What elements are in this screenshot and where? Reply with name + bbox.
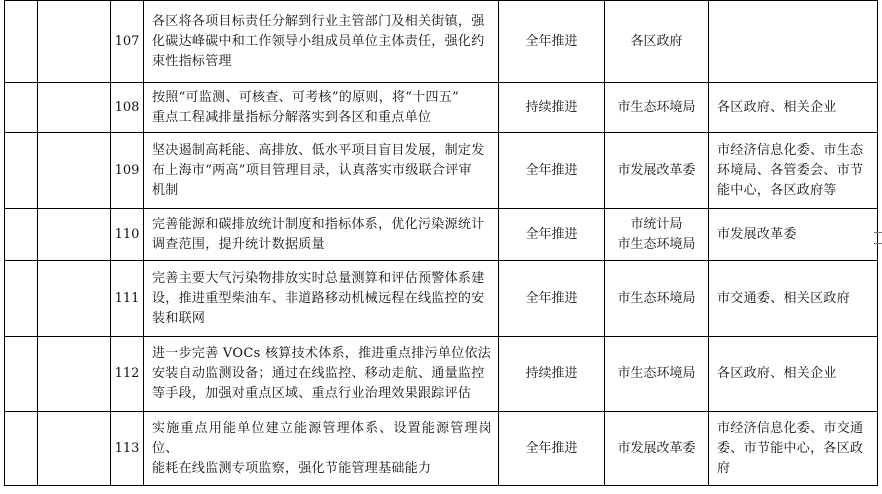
task-text-line: 坚决遏制高耗能、高排放、低水平项目盲目发展，制定发 [152, 142, 485, 158]
task-text [144, 1, 499, 83]
lead-department-line: 市生态环境局 [617, 366, 696, 381]
empty-cell [5, 261, 38, 337]
task-text [144, 412, 499, 486]
partner-departments-line: 府 [717, 460, 731, 476]
margin-mark [874, 232, 882, 233]
task-text [144, 209, 499, 261]
partner-departments-line: 市发展改革委 [717, 226, 797, 242]
lead-department-line: 各区政府 [630, 33, 683, 49]
table-row [5, 337, 878, 412]
empty-cell [5, 412, 38, 486]
partner-departments [709, 83, 878, 133]
lead-department [605, 1, 709, 83]
task-text-line: 设，推进重型柴油车、非道路移动机械远程在线监控的安 [152, 290, 485, 306]
table-row [5, 412, 878, 486]
row-number: 108 [111, 83, 144, 133]
task-text [144, 133, 499, 209]
task-table [4, 0, 878, 486]
empty-cell [38, 412, 111, 486]
task-text [144, 337, 499, 412]
task-text-line: 等手段，加强对重点区域、重点行业治理效果跟踪评估 [152, 386, 472, 401]
task-text-line: 机制 [152, 182, 179, 198]
task-text-line: 进一步完善 VOCs 核算技术体系，推进重点排污单位依法 [152, 346, 492, 361]
partner-departments [709, 209, 878, 261]
partner-departments-line: 环境局、各管委会、市节 [717, 162, 864, 178]
lead-department [605, 133, 709, 209]
lead-department [605, 209, 709, 261]
lead-department-line: 市发展改革委 [617, 440, 696, 456]
partner-departments [709, 337, 878, 412]
task-text-line: 安装自动监测设备；通过在线监控、移动走航、通量监控 [152, 366, 485, 381]
task-text-line: 完善能源和碳排放统计制度和指标体系，优化污染源统计 [152, 216, 485, 232]
empty-cell [38, 209, 111, 261]
lead-department [605, 412, 709, 486]
empty-cell [38, 261, 111, 337]
row-number: 112 [111, 337, 144, 412]
time-frame: 全年推进 [499, 133, 605, 209]
partner-departments-line: 委、市节能中心，各区政 [717, 440, 864, 456]
empty-cell [5, 83, 38, 133]
lead-department-line: 市生态环境局 [617, 99, 696, 115]
partner-departments [709, 412, 878, 486]
empty-cell [5, 133, 38, 209]
table-row [5, 1, 878, 83]
empty-cell [38, 133, 111, 209]
partner-departments-line: 各区政府、相关企业 [717, 99, 837, 115]
time-frame: 持续推进 [499, 337, 605, 412]
lead-department-line: 市发展改革委 [617, 162, 696, 178]
task-table-body [5, 1, 878, 486]
task-text-line: 装和联网 [152, 310, 206, 326]
table-row [5, 209, 878, 261]
task-text [144, 83, 499, 133]
row-number: 113 [111, 412, 144, 486]
lead-department [605, 337, 709, 412]
task-text-line: 化碳达峰碳中和工作领导小组成员单位主体责任，强化约 [152, 33, 485, 49]
row-number: 109 [111, 133, 144, 209]
lead-department [605, 261, 709, 337]
empty-cell [5, 1, 38, 83]
table-row [5, 133, 878, 209]
partner-departments [709, 261, 878, 337]
margin-mark [874, 243, 882, 244]
task-text-line: 调查范围，提升统计数据质量 [152, 236, 325, 252]
time-frame: 全年推进 [499, 209, 605, 261]
partner-departments [709, 1, 878, 83]
task-text-line: 实施重点用能单位建立能源管理体系、设置能源管理岗位、 [152, 420, 492, 456]
empty-cell [38, 337, 111, 412]
row-number: 107 [111, 1, 144, 83]
partner-departments-line: 市交通委、相关区政府 [717, 290, 851, 306]
table-row [5, 83, 878, 133]
time-frame: 全年推进 [499, 261, 605, 337]
partner-departments-line: 市经济信息化委、市交通 [717, 420, 864, 436]
empty-cell [5, 209, 38, 261]
empty-cell [38, 1, 111, 83]
task-text-line: 束性指标管理 [152, 53, 232, 69]
partner-departments [709, 133, 878, 209]
lead-department [605, 83, 709, 133]
task-text [144, 261, 499, 337]
task-text-line: 布上海市“两高”项目管理目录，认真落实市级联合评审 [152, 162, 472, 178]
table-row [5, 261, 878, 337]
lead-department-line: 市生态环境局 [617, 290, 696, 306]
lead-department-line: 市生态环境局 [617, 236, 696, 252]
lead-department-line: 市统计局 [630, 216, 683, 232]
row-number: 110 [111, 209, 144, 261]
row-number: 111 [111, 261, 144, 337]
empty-cell [38, 83, 111, 133]
partner-departments-line: 市经济信息化委、市生态 [717, 142, 864, 158]
empty-cell [5, 337, 38, 412]
time-frame: 全年推进 [499, 1, 605, 83]
task-text-line: 按照“可监测、可核查、可考核”的原则，将“十四五” [152, 89, 460, 105]
task-text-line: 重点工程减排量指标分解落实到各区和重点单位 [152, 109, 432, 125]
task-text-line: 完善主要大气污染物排放实时总量测算和评估预警体系建 [152, 270, 485, 286]
partner-departments-line: 各区政府、相关企业 [717, 366, 837, 381]
task-text-line: 能耗在线监测专项监察，强化节能管理基础能力 [152, 460, 432, 476]
time-frame: 持续推进 [499, 83, 605, 133]
task-text-line: 各区将各项目标责任分解到行业主管部门及相关街镇，强 [152, 13, 485, 29]
time-frame: 全年推进 [499, 412, 605, 486]
partner-departments-line: 能中心，各区政府等 [717, 182, 837, 198]
